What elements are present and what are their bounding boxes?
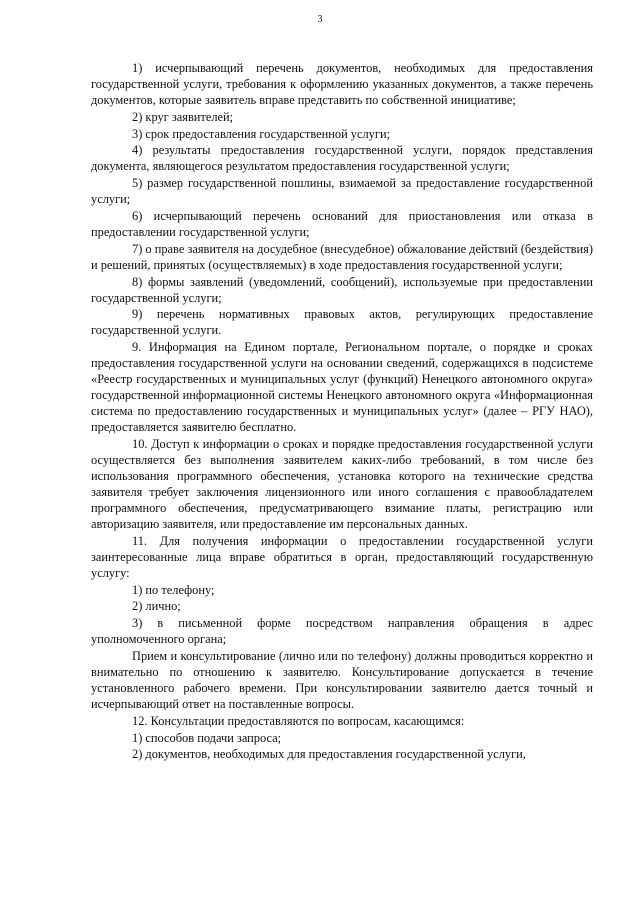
paragraph: 8) формы заявлений (уведомлений, сообщений), используемые при предоставлении государственной услуги; (91, 274, 593, 305)
document-body (91, 60, 593, 763)
paragraph: 6) исчерпывающий перечень оснований для приостановления или отказа в предоставлении государственной услуги; (91, 208, 593, 239)
paragraph: 2) лично; (132, 599, 181, 614)
paragraph: 9. Информация на Едином портале, Региональном портале, о порядке и сроках предоставления государственной услуги на основании сведений, содержащихся в подсистеме «Реестр государственных и муниципальных услуг (функций) Ненецкого автономного округа» государственной информационной системы Ненецкого автономного округа «Информационная система по предоставлению государственных и муниципальных услуг» (далее – РГУ НАО), предоставляется заявителю бесплатно. (91, 340, 593, 435)
paragraph: 2) документов, необходимых для предоставления государственной услуги, (132, 747, 526, 762)
paragraph: 1) способов подачи запроса; (132, 730, 282, 745)
paragraph: 12. Консультации предоставляются по вопросам, касающимся: (132, 713, 465, 728)
paragraph: 9) перечень нормативных правовых актов, регулирующих предоставление государственной услуги. (91, 307, 593, 338)
paragraph: Прием и консультирование (лично или по телефону) должны проводиться корректно и внимательно по отношению к заявителю. Консультирование допускается в течение установленного рабочего времени. При консультировании заявителю дается точный и исчерпывающий ответ на поставленные вопросы. (91, 648, 593, 711)
paragraph: 1) по телефону; (132, 582, 215, 597)
paragraph: 3) в письменной форме посредством направления обращения в адрес уполномоченного органа; (91, 616, 593, 647)
paragraph: 7) о праве заявителя на досудебное (внесудебное) обжалование действий (бездействия) и решений, принятых (осуществляемых) в ходе предоставления государственной услуги; (91, 241, 593, 272)
page-number: 3 (317, 14, 323, 25)
paragraph: 4) результаты предоставления государственной услуги, порядок представления документа, являющегося результатом предоставления государственной услуги; (91, 143, 593, 174)
paragraph: 10. Доступ к информации о сроках и порядке предоставления государственной услуги осуществляется без выполнения заявителем каких-либо требований, в том числе без использования программного обеспечения, установка которого на технические средства заявителя требует заключения лицензионного или иного соглашения с правообладателем программного обеспечения, предусматривающего взимание платы, регистрацию или авторизацию заявителя, или предоставление им персональных данных. (91, 436, 593, 531)
paragraph: 5) размер государственной пошлины, взимаемой за предоставление государственной услуги; (91, 176, 593, 207)
paragraph: 2) круг заявителей; (132, 109, 234, 124)
paragraph: 11. Для получения информации о предоставлении государственной услуги заинтересованные лица вправе обратиться в орган, предоставляющий государственную услугу: (91, 533, 593, 580)
paragraph: 3) срок предоставления государственной услуги; (132, 126, 391, 141)
paragraph: 1) исчерпывающий перечень документов, необходимых для предоставления государственной услуги, требования к оформлению указанных документов, а также перечень документов, которые заявитель вправе представить по собственной инициативе; (91, 61, 593, 107)
